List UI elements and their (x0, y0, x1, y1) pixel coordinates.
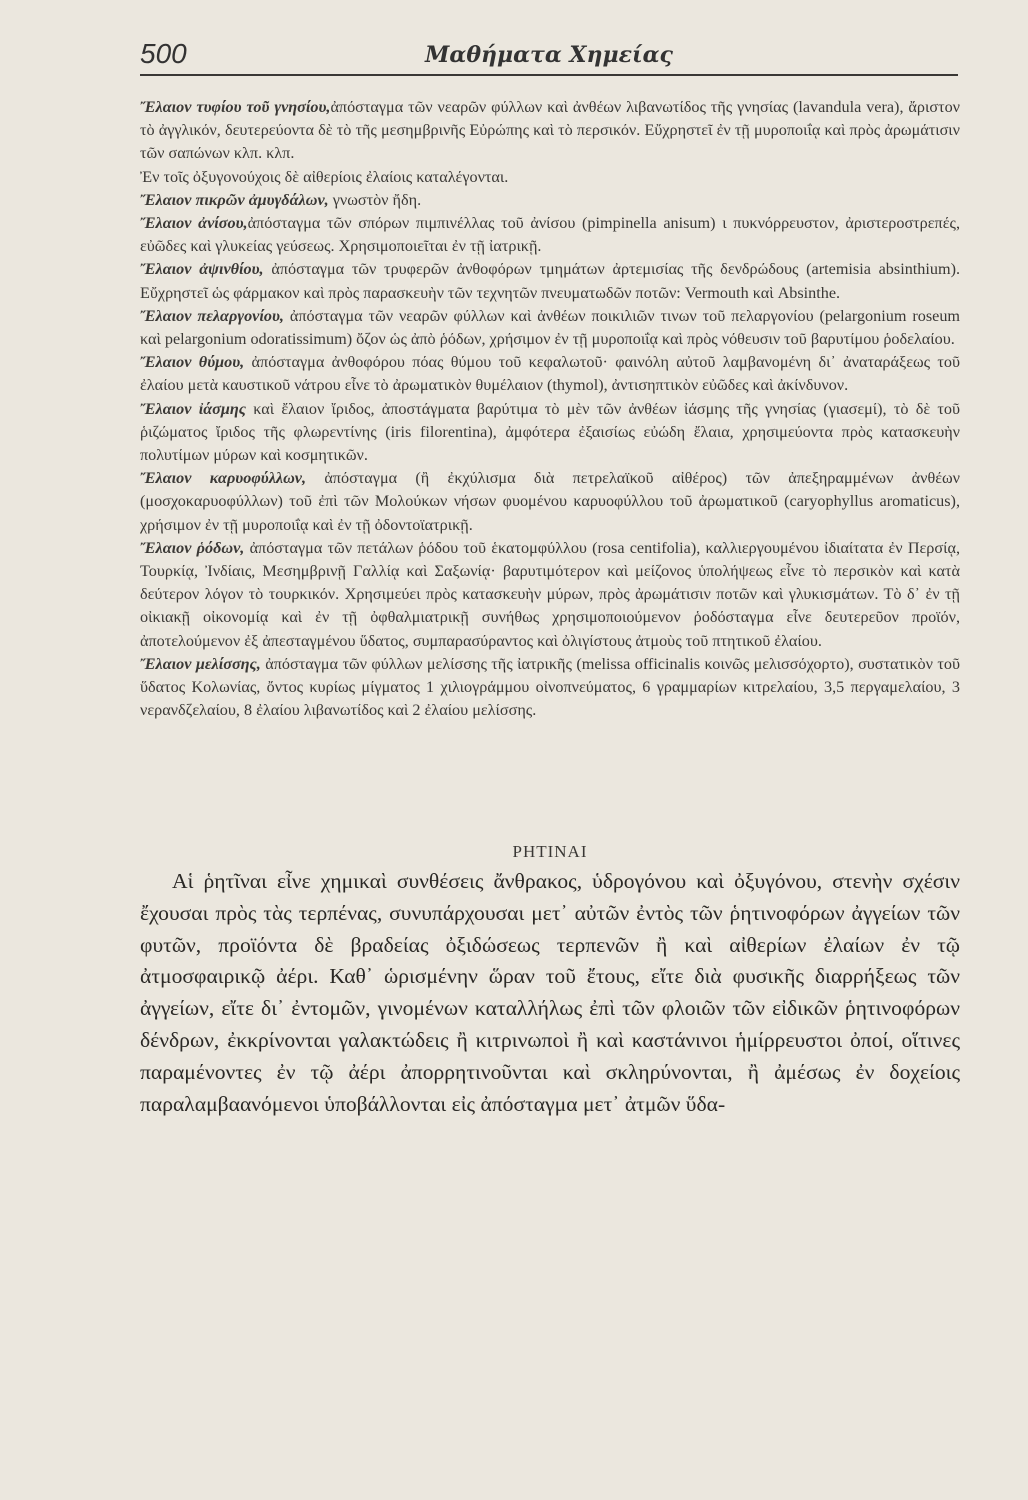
entry-term: Ἔλαιον ἀψινθίου, (140, 260, 264, 279)
entry-oxygenated-note (140, 166, 960, 189)
entry-term: Ἔλαιον πελαργονίου, (140, 306, 284, 325)
entry-jasmine-iris (140, 398, 960, 468)
entry-text: ἀπόσταγμα τῶν νεαρῶν φύλλων καὶ ἀνθέων λιβανωτίδος τῆς γνησίας (lavandula vera), ἄριστον τὸ ἀγγλικόν, δευτερεύοντα δὲ τὸ τῆς μεσημβρινῆς Εὐρώπης καὶ τὸ περσικόν. Εὔχρηστεῖ ἐν τῇ μυροποιΐᾳ καὶ πρὸς ἀρωμάτισιν τῶν σαπώνων κλπ. κλπ. (140, 98, 960, 163)
essential-oils-list (140, 96, 960, 722)
entry-text: ἀπόσταγμα ἀνθοφόρου πόας θύμου τοῦ κεφαλωτοῦ· φαινόλη αὐτοῦ λαμβανομένη δι᾽ ἀναταράξεως τοῦ ἐλαίου μετὰ καυστικοῦ νάτρου εἶνε τὸ ἀρωματικὸν θυμέλαιον (thymol), ἀντισηπτικὸν εὐῶδες καὶ ἀκίνδυνον. (140, 353, 961, 395)
entry-lavender (140, 96, 960, 166)
entry-text: Ἐν τοῖς ὀξυγονούχοις δὲ αἰθερίοις ἐλαίοις καταλέγονται. (140, 167, 509, 186)
entry-term: Ἔλαιον πικρῶν ἀμυγδάλων, (140, 190, 329, 209)
entry-term: Ἔλαιον ἰάσμης (140, 399, 246, 418)
entry-clove (140, 467, 960, 537)
section-heading: ΡΗΤΙΝΑΙ (512, 842, 588, 861)
entry-text: ἀπόσταγμα τῶν πετάλων ῥόδου τοῦ ἑκατομφύλλου (rosa centifolia), καλλιεργουμένου ἰδιαίτατα ἐν Περσίᾳ, Τουρκίᾳ, Ἰνδίαις, Μεσημβρινῇ Γαλλίᾳ καὶ Σαξωνίᾳ· βαρυτιμότερον καὶ μείζονος ὑπολήψεως εἶνε τὸ περσικὸν καὶ κατὰ δεύτερον λόγον τὸ τουρκικόν. Χρησιμεύει πρὸς κατασκευὴν μύρων, πρὸς ἀρωμάτισιν ποτῶν καὶ γλυκισμάτων. Τὸ δ᾽ ἐν τῇ οἰκιακῇ οἰκονομίᾳ καὶ ἐν τῇ ὀφθαλμιατρικῇ συνήθως χρησιμοποιούμενον ῥοδόσταγμα εἶνε δευτερεῦον προϊόν, ἀποτελούμενον ἐξ ἀπεσταγμένου ὕδατος, συμπαρασύραντος καὶ ὀλιγίστους ἀτμοὺς τοῦ πτητικοῦ ἐλαίου. (140, 538, 960, 650)
entry-text: γνωστὸν ἤδη. (332, 190, 422, 209)
entry-text: ἀπόσταγμα τῶν σπόρων πιμπινέλλας τοῦ ἀνίσου (pimpinella anisum) ι πυκνόρρευστον, ἀριστεροστρεπές, εὐῶδες καὶ γλυκείας γεύσεως. Χρησιμοποιεῖται ἐν τῇ ἰατρικῇ. (140, 214, 960, 256)
entry-term: Ἔλαιον τυφίου τοῦ γνησίου, (140, 98, 331, 116)
entry-thyme (140, 351, 960, 397)
entry-term: Ἔλαιον ῥόδων, (140, 538, 245, 557)
entry-absinthe (140, 258, 960, 304)
entry-term: Ἔλαιον καρυοφύλλων, (140, 469, 307, 488)
running-title: Μαθήματα Χημείας (425, 42, 673, 68)
entry-bitter-almond (140, 189, 960, 212)
entry-geranium (140, 305, 960, 351)
entry-melissa (140, 653, 960, 723)
entry-text: ἀπόσταγμα τῶν φύλλων μελίσσης τῆς ἰατρικῆς (melissa officinalis κοινῶς μελισσόχορτο), συστατικὸν τοῦ ὕδατος Κολωνίας, ὄντος κυρίως μίγματος 1 χιλιογράμμου οἰνοπνεύματος, 6 γραμμαρίων κιτρελαίου, 3,5 περγαμελαίου, 3 νερανδζελαίου, 8 ἐλαίου λιβανωτίδος καὶ 2 ἐλαίου μελίσσης. (140, 654, 961, 720)
entry-anise (140, 212, 960, 258)
entry-text: ἀπόσταγμα τῶν τρυφερῶν ἀνθοφόρων τμημάτων ἀρτεμισίας τῆς δενδρώδους (artemisia absinthium). Εὔχρηστεῖ ὡς φάρμακον καὶ πρὸς παρασκευὴν τῶν τεχνητῶν πνευματωδῶν ποτῶν: Vermouth καὶ Absinthe. (140, 260, 961, 302)
entry-text: ἀπόσταγμα τῶν νεαρῶν φύλλων καὶ ἀνθέων ποικιλιῶν τινων τοῦ πελαργονίου (pelargonium roseum καὶ pelargonium odoratissimum) ὄζον ὡς ἀπὸ ῥόδων, χρήσιμον ἐν τῇ μυροποιΐᾳ καὶ πρὸς νόθευσιν τοῦ βαρυτίμου ῥοδελαίου. (140, 306, 960, 349)
resins-section (140, 866, 960, 1120)
entry-term: Ἔλαιον μελίσσης, (140, 654, 261, 673)
entry-rose (140, 537, 960, 653)
header-rule (140, 74, 958, 76)
entry-text: ἀπόσταγμα (ἢ ἐκχύλισμα διὰ πετρελαϊκοῦ αἰθέρος) τῶν ἀπεξηραμμένων ἀνθέων (μοσχοκαρυοφύλλων) τοῦ ἐπὶ τῶν Μολούκων νήσων φυομένου καρυοφύλλου τοῦ ἀρωματικοῦ (caryophyllus aromaticus), χρήσιμον ἐν τῇ μυροποιΐᾳ καὶ ἐν τῇ ὀδοντοϊατρικῇ. (140, 469, 961, 534)
entry-term: Ἔλαιον ἀνίσου, (140, 214, 248, 233)
resins-paragraph: Αἱ ῥητῖναι εἶνε χημικαὶ συνθέσεις ἄνθρακος, ὑδρογόνου καὶ ὀξυγόνου, στενὴν σχέσιν ἔχουσαι πρὸς τὰς τερπένας, συνυπάρχουσαι μετ᾽ αὐτῶν ἐντὸς τῶν ῥητινοφόρων ἀγγείων τῶν φυτῶν, προϊόντα δὲ βραδείας ὀξιδώσεως τερπενῶν ἢ καὶ αἰθερίων ἐλαίων ἐν τῷ ἀτμοσφαιρικῷ ἀέρι. Καθ᾽ ὡρισμένην ὥραν τοῦ ἔτους, εἴτε διὰ φυσικῆς διαρρήξεως τῶν ἀγγείων, εἴτε δι᾽ ἐντομῶν, γινομένων καταλλήλως ἐπὶ τῶν φλοιῶν τῶν εἰδικῶν ῥητινοφόρων δένδρων, ἐκκρίνονται γαλακτώδεις ἢ κιτρινωποὶ ἢ καὶ καστάνινοι ἡμίρρευστοι ὀποί, οἵτινες παραμένοντες ἐν τῷ ἀέρι ἀπορρητινοῦνται καὶ σκληρύνονται, ἢ ἀμέσως ἐν δοχείοις παραλαμβαανόμενοι ὑποβάλλονται εἰς ἀπόσταγμα μετ᾽ ἀτμῶν ὕδα- (140, 869, 960, 1116)
page-header (140, 34, 958, 74)
page-number: 500 (140, 38, 187, 69)
entry-text: καὶ ἔλαιον ἴριδος, ἀποστάγματα βαρύτιμα τὸ μὲν τῶν ἀνθέων ἰάσμης τῆς γνησίας (γιασεμί), τὸ δὲ τοῦ ῥιζώματος ἴριδος τῆς φλωρεντίνης (iris filorentina), ἀμφότερα ἐξαισίως εὐώδη ἔλαια, χρησιμεύοντα πρὸς κατασκευὴν πολυτίμων μύρων καὶ κοσμητικῶν. (140, 399, 961, 465)
entry-term: Ἔλαιον θύμου, (140, 353, 245, 372)
